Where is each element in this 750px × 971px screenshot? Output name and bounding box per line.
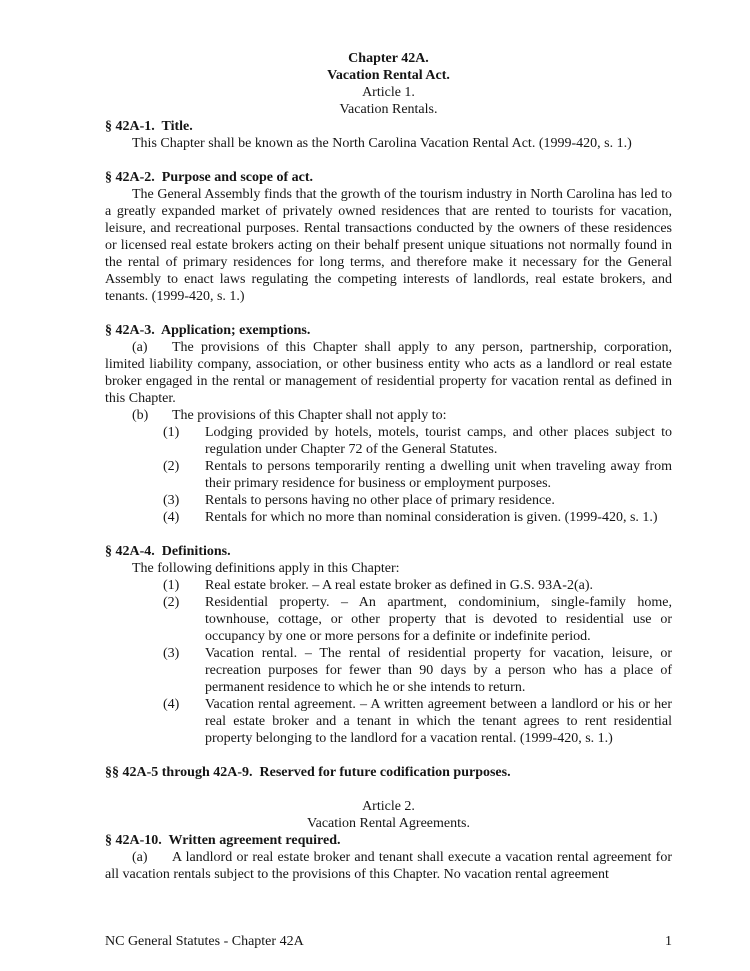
subsection-a	[105, 849, 672, 883]
list-item-text: Vacation rental. – The rental of residential property for vacation, leisure, or recreation purposes for fewer than 90 days by a person who has a place of permanent residence to which he or she intends to return.	[205, 646, 672, 695]
list-item	[105, 492, 672, 509]
section-42A-2-body: The General Assembly finds that the growth of the tourism industry in North Carolina has led to a greatly expanded market of privately owned residences that are rented to tourists for vacation, leisure, and recreational purposes. Rental transactions conducted by the owners of these residences or licensed real estate brokers acting on their behalf present unique situations not normally found in the rental of primary residences for long terms, and therefore make it necessary for the General Assembly to enact laws regulating the competing interests of landlords, real estate brokers, and tenants. (1999-420, s. 1.)	[105, 187, 672, 304]
chapter-number: Chapter 42A.	[348, 51, 429, 66]
subsection-a-text: A landlord or real estate broker and tenant shall execute a vacation rental agreement for all vacation rentals subject to the provisions of this Chapter. No vacation rental agreement	[105, 850, 672, 882]
page-footer	[105, 933, 672, 950]
section-42A-2	[105, 169, 672, 305]
footer-document-title: NC General Statutes - Chapter 42A	[105, 934, 304, 949]
list-item-text: Lodging provided by hotels, motels, tourist camps, and other places subject to regulation under Chapter 72 of the General Statutes.	[205, 425, 672, 457]
list-item-number: (3)	[163, 646, 180, 661]
footer-page-number: 1	[665, 934, 672, 949]
list-item-text: Real estate broker. – A real estate broker as defined in G.S. 93A-2(a).	[205, 578, 593, 593]
subsection-a-text: The provisions of this Chapter shall apply to any person, partnership, corporation, limited liability company, association, or other business entity who acts as a landlord or real estate broker engaged in the rental or management of residential property for vacation rental as defined in this Chapter.	[105, 340, 672, 406]
list-item-text: Rentals to persons temporarily renting a dwelling unit when traveling away from their primary residence for business or employment purposes.	[205, 459, 672, 491]
list-item-number: (4)	[163, 510, 180, 525]
section-42A-10-title: § 42A-10. Written agreement required.	[105, 833, 341, 848]
list-item-number: (2)	[163, 459, 180, 474]
list-item-text: Vacation rental agreement. – A written agreement between a landlord or his or her real estate broker and a tenant in which the tenant agrees to rent residential property belonging to the landlord for a vacation rental. (1999-420, s. 1.)	[205, 697, 672, 746]
section-42A-1	[105, 118, 672, 152]
article-2-title: Vacation Rental Agreements.	[307, 816, 470, 831]
list-item	[105, 696, 672, 747]
section-42A-3	[105, 322, 672, 526]
list-item-number: (4)	[163, 697, 180, 712]
list-item-number: (1)	[163, 425, 180, 440]
list-item-text: Rentals for which no more than nominal consideration is given. (1999-420, s. 1.)	[205, 510, 658, 525]
section-42A-4-intro: The following definitions apply in this Chapter:	[132, 561, 400, 576]
section-42A-4-title: § 42A-4. Definitions.	[105, 544, 231, 559]
list-item-number: (3)	[163, 493, 180, 508]
subsection-a-label: (a)	[132, 850, 148, 865]
subsection-a-label: (a)	[132, 340, 148, 355]
chapter-heading-block	[105, 50, 672, 118]
list-item	[105, 509, 672, 526]
list-item	[105, 594, 672, 645]
list-item-number: (2)	[163, 595, 180, 610]
subsection-a	[105, 339, 672, 407]
list-item-text: Rentals to persons having no other place of primary residence.	[205, 493, 555, 508]
article-2-heading: Article 2.	[362, 799, 415, 814]
list-item	[105, 577, 672, 594]
article-2-heading-block	[105, 798, 672, 832]
chapter-title: Vacation Rental Act.	[327, 68, 450, 83]
list-item	[105, 424, 672, 458]
section-42A-1-title: § 42A-1. Title.	[105, 119, 193, 134]
section-42A-1-body: This Chapter shall be known as the North Carolina Vacation Rental Act. (1999-420, s. 1.)	[132, 136, 632, 151]
article-1-title: Vacation Rentals.	[339, 102, 438, 117]
subsection-b	[105, 407, 672, 424]
list-item	[105, 458, 672, 492]
list-item	[105, 645, 672, 696]
section-42A-10	[105, 832, 672, 883]
subsection-b-text: The provisions of this Chapter shall not apply to:	[172, 408, 447, 423]
section-42A-5-through-9-title: §§ 42A-5 through 42A-9. Reserved for future codification purposes.	[105, 765, 511, 780]
section-42A-3-title: § 42A-3. Application; exemptions.	[105, 323, 311, 338]
article-1-heading: Article 1.	[362, 85, 415, 100]
list-item-number: (1)	[163, 578, 180, 593]
subsection-b-label: (b)	[132, 408, 149, 423]
section-42A-2-title: § 42A-2. Purpose and scope of act.	[105, 170, 314, 185]
section-42A-5-through-9	[105, 764, 672, 781]
section-42A-4	[105, 543, 672, 747]
list-item-text: Residential property. – An apartment, condominium, single-family home, townhouse, cottage, or other property that is devoted to residential use or occupancy by one or more persons for a definite or indefinite period.	[205, 595, 672, 644]
